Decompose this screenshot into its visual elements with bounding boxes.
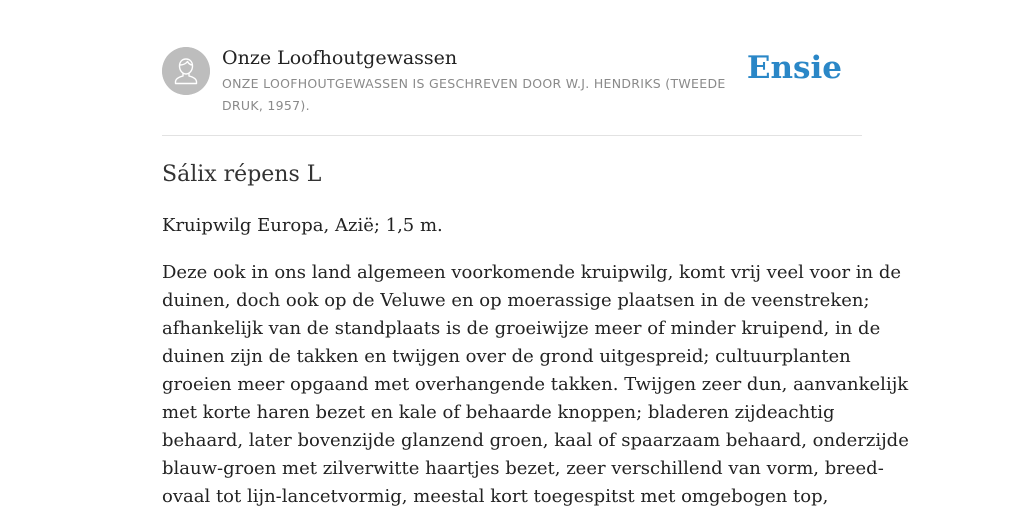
- brand-logo[interactable]: Ensie: [746, 50, 842, 86]
- body-line: groeien meer opgaand met overhangende takken. Twijgen zeer dun, aanvankelijk: [162, 374, 909, 395]
- entry-body: [162, 259, 909, 511]
- body-line: blauw-groen met zilverwitte haartjes bezet, zeer verschillend van vorm, breed-: [162, 458, 884, 479]
- avatar[interactable]: [162, 47, 210, 95]
- body-line: duinen zijn de takken en twijgen over de grond uitgespreid; cultuurplanten: [162, 346, 851, 367]
- body-line: duinen, doch ook op de Veluwe en op moerassige plaatsen in de veenstreken;: [162, 290, 870, 311]
- body-line: afhankelijk van de standplaats is de groeiwijze meer of minder kruipend, in de: [162, 318, 881, 339]
- source-description-line: ONZE LOOFHOUTGEWASSEN IS GESCHREVEN DOOR W.J. HENDRIKS (TWEEDE: [222, 76, 726, 91]
- entry-subtitle: Kruipwilg Europa, Azië; 1,5 m.: [162, 215, 443, 236]
- source-title[interactable]: Onze Loofhoutgewassen: [222, 47, 458, 69]
- body-line: Deze ook in ons land algemeen voorkomende kruipwilg, komt vrij veel voor in de: [162, 262, 902, 283]
- page-container: [162, 0, 909, 507]
- entry-title: Sálix répens L: [162, 162, 322, 187]
- body-line: met korte haren bezet en kale of behaarde knoppen; bladeren zijdeachtig: [162, 402, 835, 423]
- body-line: behaard, later bovenzijde glanzend groen, kaal of spaarzaam behaard, onderzijde: [162, 430, 909, 451]
- body-line: ovaal tot lijn-lancetvormig, meestal kort toegespitst met omgebogen top,: [162, 486, 829, 507]
- source-description: [222, 73, 762, 117]
- source-description-line: DRUK, 1957).: [222, 98, 310, 113]
- user-silhouette-icon: [162, 47, 210, 95]
- source-header: [162, 0, 862, 136]
